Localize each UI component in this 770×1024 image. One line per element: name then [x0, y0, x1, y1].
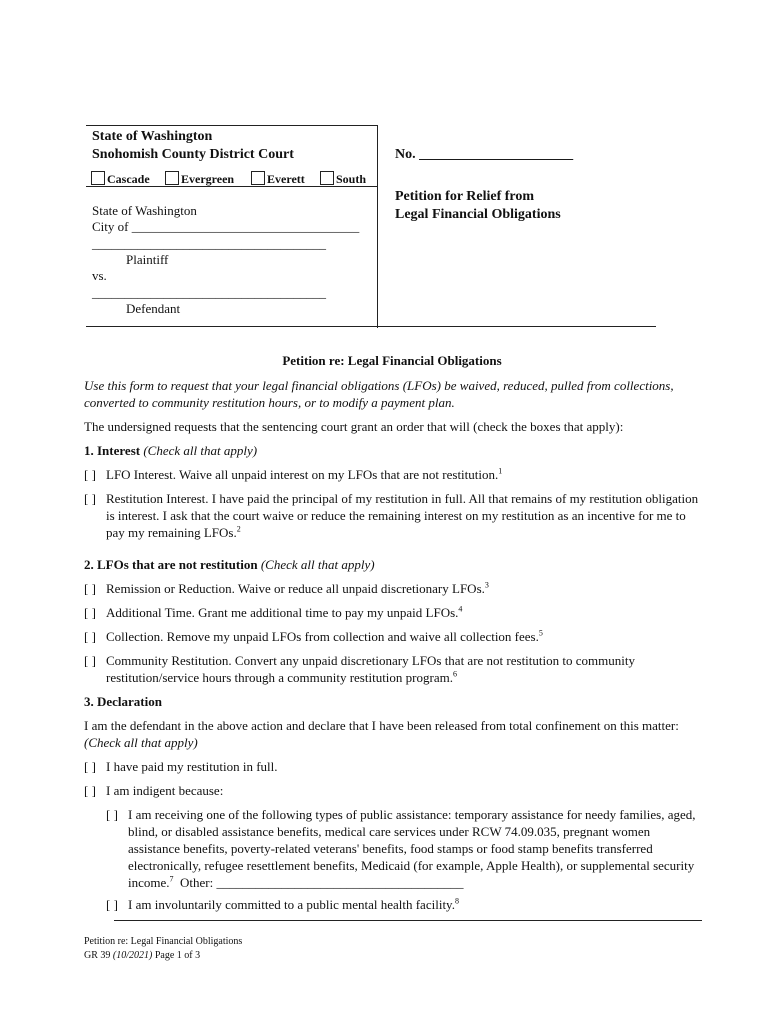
option-public-assistance[interactable]: [ ] I am receiving one of the following types of public assistance: temporary assistance for needy families, aged, blind, or disabled assistance benefits, medical care services under RCW 74.09.035, pregnant women assistance benefits, poverty-related veterans' benefits, food stamps or food stamp benefits transferred electronically, refugee resettlement benefits, Medicaid (for example, Apple Health), or supplemental security income.$^7$ Other: ______________________________________ [106, 807, 696, 890]
court-name: Snohomish County District Court [92, 147, 294, 162]
checkbox-south[interactable] [320, 171, 334, 185]
option-additional-time[interactable]: [ ] Additional Time. Grant me additional time to pay my unpaid LFOs.$^4$ [84, 604, 463, 620]
checkbox[interactable]: [ ] [84, 629, 96, 644]
intro-request: The undersigned requests that the sentencing court grant an order that will (check the boxes that apply): [84, 419, 624, 434]
caption-bottom-rule [86, 326, 656, 327]
defendant-label: Defendant [126, 301, 181, 316]
declaration-lead: I am the defendant in the above action and declare that I have been released from total confinement on this matter: (Check all that apply) [84, 718, 679, 750]
versus-label: vs. [92, 268, 107, 283]
checkbox[interactable]: [ ] [84, 605, 96, 620]
court-option-evergreen[interactable]: Evergreen [165, 171, 234, 187]
footer-title: Petition re: Legal Financial Obligations [84, 936, 243, 947]
other-field[interactable]: Other: ______________________________________ [180, 875, 464, 890]
section3-heading: 3. Declaration [84, 694, 162, 709]
option-indigent[interactable]: [ ] I am indigent because: [84, 783, 224, 798]
plaintiff-label: Plaintiff [126, 252, 169, 267]
petition-heading: Petition re: Legal Financial Obligations [282, 353, 502, 368]
footer-rule [114, 920, 702, 921]
checkbox[interactable]: [ ] [84, 653, 96, 668]
checkbox-everett[interactable] [251, 171, 265, 185]
option-restitution-paid[interactable]: [ ] I have paid my restitution in full. [84, 759, 278, 774]
plaintiff-name-line[interactable]: ____________________________________ [92, 236, 326, 251]
checkbox[interactable]: [ ] [84, 581, 96, 596]
option-lfo-interest[interactable]: [ ] LFO Interest. Waive all unpaid interest on my LFOs that are not restitution.$^1$ [84, 466, 503, 482]
footer-form-info: GR 39 (10/2021) Page 1 of 3 [84, 950, 201, 961]
checkbox[interactable]: [ ] [84, 783, 96, 798]
court-option-south[interactable]: South [320, 171, 366, 187]
option-involuntary-commitment[interactable]: [ ] I am involuntarily committed to a public mental health facility.$^8$ [106, 896, 459, 912]
checkbox[interactable]: [ ] [106, 807, 118, 822]
option-community-restitution[interactable]: [ ] Community Restitution. Convert any unpaid discretionary LFOs that are not restitution to community restitution/service hours through a community restitution program.$^6$ [84, 653, 635, 685]
checkbox[interactable]: [ ] [84, 491, 96, 506]
checkbox-cascade[interactable] [91, 171, 105, 185]
checkbox-evergreen[interactable] [165, 171, 179, 185]
option-restitution-interest[interactable]: [ ] Restitution Interest. I have paid the principal of my restitution in full. All that remains of my restitution obligation is interest. I ask that the court waive or reduce the remaining interest on my restitution as an incentive for me to pay my remaining LFOs.$^2$ [84, 491, 699, 540]
document-title-line2: Legal Financial Obligations [395, 207, 561, 222]
option-collection[interactable]: [ ] Collection. Remove my unpaid LFOs from collection and waive all collection fees.$^5$ [84, 628, 543, 644]
state-heading: State of Washington [92, 129, 213, 144]
courts-divider [86, 186, 377, 187]
checkbox[interactable]: [ ] [106, 897, 118, 912]
intro-instructions: Use this form to request that your legal financial obligations (LFOs) be waived, reduced, pulled from collections, converted to community restitution hours, or to modify a payment plan. [84, 378, 674, 410]
section2-heading: 2. LFOs that are not restitution (Check all that apply) [84, 557, 375, 572]
case-number-field[interactable]: No. ______________________ [395, 147, 574, 162]
city-of-line[interactable]: City of ___________________________________ [92, 219, 360, 234]
plaintiff-state: State of Washington [92, 203, 197, 218]
checkbox[interactable]: [ ] [84, 759, 96, 774]
court-option-everett[interactable]: Everett [251, 171, 305, 187]
checkbox[interactable]: [ ] [84, 467, 96, 482]
court-option-cascade[interactable]: Cascade [91, 171, 150, 187]
option-remission[interactable]: [ ] Remission or Reduction. Waive or reduce all unpaid discretionary LFOs.$^3$ [84, 580, 489, 596]
document-title-line1: Petition for Relief from [395, 189, 535, 204]
defendant-name-line[interactable]: ____________________________________ [92, 285, 326, 300]
section1-heading: 1. Interest (Check all that apply) [84, 443, 258, 458]
